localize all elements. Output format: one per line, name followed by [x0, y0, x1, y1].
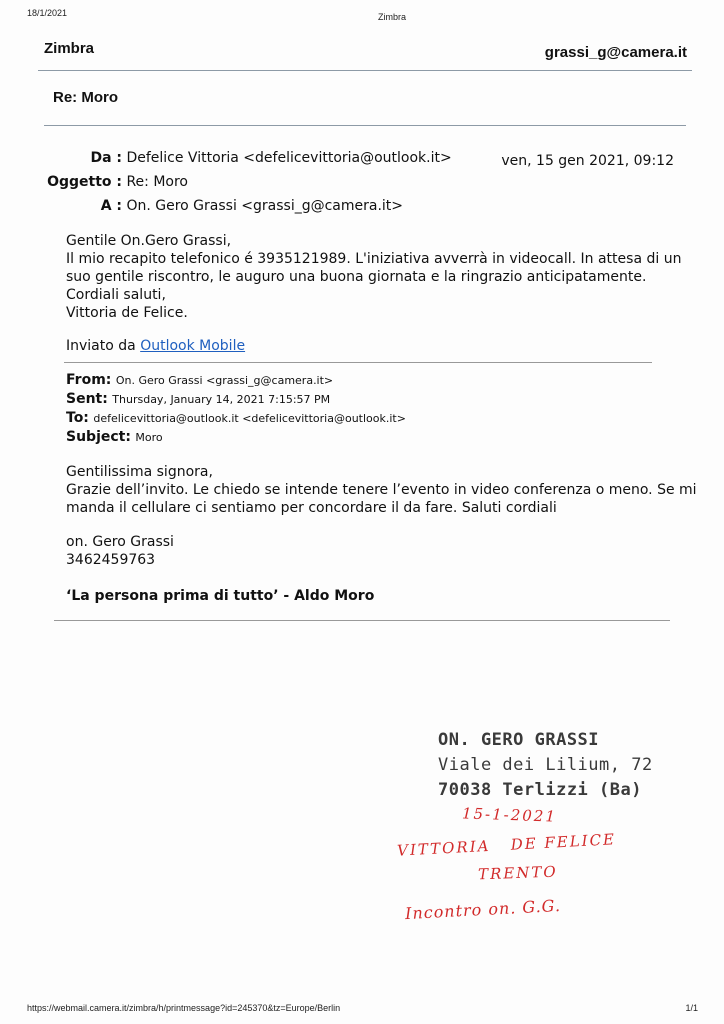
subject-divider	[44, 125, 686, 126]
fwd-to	[66, 409, 406, 428]
stamp-line: 70038 Terlizzi (Ba)	[438, 780, 642, 800]
fwd-sent-label: Sent:	[66, 391, 108, 407]
handwritten-name: VITTORIA DE FELICE	[396, 830, 617, 860]
print-url: https://webmail.camera.it/zimbra/h/printmessage?id=245370&tz=Europe/Berlin	[27, 1003, 341, 1013]
handwritten-note: Incontro on. G.G.	[404, 895, 562, 924]
print-title: Zimbra	[378, 12, 407, 22]
handwritten-city: TRENTO	[477, 862, 558, 884]
signature-phone: 3462459763	[66, 552, 156, 568]
subject-label: Oggetto :	[47, 174, 122, 190]
fwd-sent	[66, 390, 406, 409]
fwd-subject	[66, 428, 406, 447]
fwd-body-line: Grazie dell’invito. Le chiedo se intende tenere l’evento in video conferenza o meno. Se mi	[66, 482, 697, 498]
fwd-to-value: defelicevittoria@outlook.it <defelicevittoria@outlook.it>	[93, 412, 406, 425]
fwd-subject-label: Subject:	[66, 429, 131, 445]
outlook-mobile-link[interactable]: Outlook Mobile	[140, 338, 246, 354]
header-divider	[38, 70, 692, 71]
fwd-to-label: To:	[66, 410, 89, 426]
fwd-from	[66, 371, 406, 390]
motto: ‘La persona prima di tutto’ - Aldo Moro	[66, 588, 375, 604]
message-date: ven, 15 gen 2021, 09:12	[501, 153, 674, 169]
body-line: Vittoria de Felice.	[66, 305, 188, 321]
page-number: 1/1	[685, 1003, 698, 1013]
address-stamp	[438, 728, 653, 803]
end-divider	[54, 620, 670, 621]
fwd-sent-value: Thursday, January 14, 2021 7:15:57 PM	[112, 393, 331, 406]
from-value[interactable]: Defelice Vittoria <defelicevittoria@outlook.it>	[126, 150, 452, 166]
fwd-body-line: manda il cellulare ci sentiamo per concordare il da fare. Saluti cordiali	[66, 500, 557, 516]
forwarded-body	[66, 463, 697, 517]
signature	[66, 533, 174, 569]
message-subject-title: Re: Moro	[53, 89, 118, 106]
to-value[interactable]: On. Gero Grassi <grassi_g@camera.it>	[126, 198, 404, 214]
handwritten-date: 15-1-2021	[461, 804, 558, 826]
sent-from-prefix: Inviato da	[66, 338, 141, 354]
header-to	[40, 194, 680, 218]
body-line: suo gentile riscontro, le auguro una buona giornata e la ringrazio anticipatamente.	[66, 269, 647, 285]
stamp-line: Viale dei Lilium, 72	[438, 755, 653, 775]
print-date: 18/1/2021	[27, 8, 68, 18]
signature-name: on. Gero Grassi	[66, 534, 174, 550]
account-email: grassi_g@camera.it	[544, 44, 687, 61]
body-line: Gentile On.Gero Grassi,	[66, 233, 232, 249]
from-label: Da :	[90, 150, 122, 166]
fwd-from-value: On. Gero Grassi <grassi_g@camera.it>	[115, 374, 334, 387]
subject-value: Re: Moro	[126, 174, 188, 190]
app-brand: Zimbra	[44, 40, 95, 57]
to-label: A :	[100, 198, 122, 214]
body-line: Cordiali saluti,	[66, 287, 166, 303]
forwarded-headers	[66, 371, 406, 447]
body-line: Il mio recapito telefonico é 3935121989. L'iniziativa avverrà in videocall. In attesa di un	[66, 251, 682, 267]
quote-divider	[64, 362, 652, 363]
stamp-line: ON. GERO GRASSI	[438, 730, 600, 750]
header-subject	[40, 170, 680, 194]
message-body	[66, 232, 682, 322]
fwd-from-label: From:	[66, 372, 112, 388]
sent-from	[66, 337, 245, 355]
fwd-body-line: Gentilissima signora,	[66, 464, 213, 480]
fwd-subject-value: Moro	[135, 431, 163, 444]
